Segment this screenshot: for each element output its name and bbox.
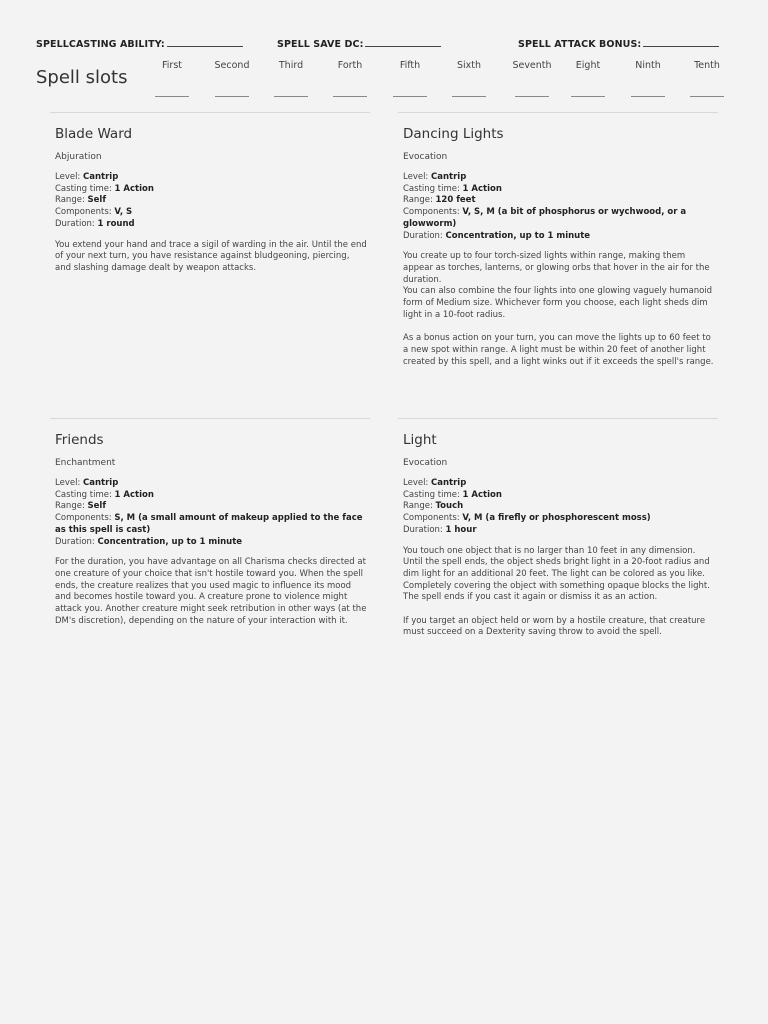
spell-card-light — [398, 418, 718, 651]
slot-field[interactable] — [155, 96, 189, 97]
description-paragraph: You touch one object that is no larger than 10 feet in any dimension. Until the spell ends, the object sheds bright light in a 20-foot radius and dim light for an additional 20 feet. The light can be colored as you like. Completely covering the object with something opaque blocks the light. The spell ends if you cast it again or dismiss it as an action. — [403, 545, 710, 603]
slot-label: Forth — [337, 60, 363, 71]
spell-school: Evocation — [403, 152, 448, 162]
spell-duration: Duration: 1 hour — [403, 524, 477, 535]
spell-description — [55, 557, 367, 627]
spellcasting-ability-field[interactable] — [167, 37, 243, 47]
slot-seventh — [512, 60, 552, 97]
slot-field[interactable] — [631, 96, 665, 97]
spell-components: Components: S, M (a small amount of makeup applied to the face as this spell is cast) — [55, 513, 363, 535]
slot-eighth — [568, 60, 608, 97]
slot-field[interactable] — [571, 96, 605, 97]
card-divider — [398, 418, 718, 419]
slot-sixth — [449, 60, 489, 97]
slot-label: First — [162, 60, 182, 71]
slot-ninth — [628, 60, 668, 97]
slot-label: Seventh — [512, 60, 552, 71]
spell-card-friends — [50, 418, 370, 639]
stat-header — [36, 37, 736, 51]
slot-field[interactable] — [274, 96, 308, 97]
spell-card-blade-ward — [50, 112, 370, 286]
spell-attack-bonus-field[interactable] — [643, 37, 719, 47]
slot-first — [152, 60, 192, 97]
spell-properties — [55, 172, 370, 231]
slot-label: Sixth — [456, 60, 482, 71]
spell-properties — [55, 478, 370, 548]
slot-label: Tenth — [694, 60, 720, 71]
spell-school: Enchantment — [55, 458, 116, 468]
spell-name: Blade Ward — [55, 126, 133, 142]
spell-duration: Duration: Concentration, up to 1 minute — [403, 230, 591, 241]
spellcasting-ability-label: SPELLCASTING ABILITY: — [36, 39, 165, 50]
spell-attack-bonus-label: SPELL ATTACK BONUS: — [518, 39, 642, 50]
spell-casting-time: Casting time: 1 Action — [55, 489, 154, 500]
description-paragraph: You can also combine the four lights into one glowing vaguely humanoid form of Medium size. Whichever form you choose, each light sheds dim light in a 10-foot radius. — [403, 286, 713, 320]
spell-casting-time: Casting time: 1 Action — [55, 183, 154, 194]
slot-fourth — [330, 60, 370, 97]
spell-attack-bonus — [518, 37, 719, 50]
description-paragraph: If you target an object held or worn by a hostile creature, that creature must succeed on a Dexterity saving throw to avoid the spell. — [403, 615, 706, 638]
slot-fifth — [390, 60, 430, 97]
slot-field[interactable] — [333, 96, 367, 97]
spell-level: Level: Cantrip — [55, 478, 119, 488]
slot-field[interactable] — [393, 96, 427, 97]
spell-duration: Duration: 1 round — [55, 218, 135, 229]
slot-label: Eight — [575, 60, 601, 71]
spell-properties — [403, 478, 718, 537]
description-paragraph: As a bonus action on your turn, you can move the lights up to 60 feet to a new spot within range. A light must be within 20 feet of another light created by this spell, and a light winks out if it exceeds the spell's range. — [403, 333, 714, 367]
slot-label: Ninth — [635, 60, 661, 71]
description-paragraph: You create up to four torch-sized lights within range, making them appear as torches, lanterns, or glowing orbs that hover in the air for the duration. — [403, 251, 710, 285]
spell-description — [403, 251, 715, 368]
slot-field[interactable] — [515, 96, 549, 97]
spell-level: Level: Cantrip — [55, 172, 119, 182]
spell-properties — [403, 172, 718, 242]
slot-tenth — [687, 60, 727, 97]
spell-components: Components: V, S, M (a bit of phosphorus or wychwood, or a glowworm) — [403, 207, 687, 229]
spell-components: Components: V, M (a firefly or phosphorescent moss) — [403, 513, 651, 524]
spell-duration: Duration: Concentration, up to 1 minute — [55, 536, 243, 547]
slot-third — [271, 60, 311, 97]
slot-field[interactable] — [690, 96, 724, 97]
spell-components: Components: V, S — [55, 207, 133, 218]
spell-save-dc — [277, 37, 441, 50]
slot-label: Third — [278, 60, 304, 71]
card-divider — [50, 418, 370, 419]
slot-second — [212, 60, 252, 97]
spell-name: Friends — [55, 432, 104, 448]
spellcasting-ability — [36, 37, 243, 50]
spell-name: Light — [403, 432, 437, 448]
spell-range: Range: Self — [55, 501, 107, 512]
spell-slots-title: Spell slots — [36, 67, 128, 88]
spell-level: Level: Cantrip — [403, 478, 467, 488]
slot-label: Second — [214, 60, 250, 71]
spell-range: Range: Touch — [403, 501, 464, 512]
card-divider — [50, 112, 370, 113]
spell-name: Dancing Lights — [403, 126, 504, 142]
spell-range: Range: 120 feet — [403, 195, 476, 206]
spell-description — [403, 546, 715, 640]
spell-card-dancing-lights — [398, 112, 718, 380]
slot-field[interactable] — [215, 96, 249, 97]
slot-field[interactable] — [452, 96, 486, 97]
spell-school: Evocation — [403, 458, 448, 468]
spell-range: Range: Self — [55, 195, 107, 206]
card-divider — [398, 112, 718, 113]
spell-save-dc-label: SPELL SAVE DC: — [277, 39, 364, 50]
slot-label: Fifth — [399, 60, 421, 71]
spell-school: Abjuration — [55, 152, 102, 162]
spell-casting-time: Casting time: 1 Action — [403, 183, 502, 194]
spell-level: Level: Cantrip — [403, 172, 467, 182]
description-paragraph: For the duration, you have advantage on all Charisma checks directed at one creature of your choice that isn't hostile toward you. When the spell ends, the creature realizes that you used magic to influence its mood and becomes hostile toward you. A creature prone to violence might attack you. Another creature might seek retribution in other ways (at the DM's discretion), depending on the nature of your interaction with it. — [55, 557, 367, 626]
spell-casting-time: Casting time: 1 Action — [403, 489, 502, 500]
spell-description — [55, 240, 367, 275]
description-paragraph: You extend your hand and trace a sigil of warding in the air. Until the end of your next turn, you have resistance against bludgeoning, piercing, and slashing damage dealt by weapon attacks. — [55, 239, 367, 273]
spell-save-dc-field[interactable] — [365, 37, 441, 47]
